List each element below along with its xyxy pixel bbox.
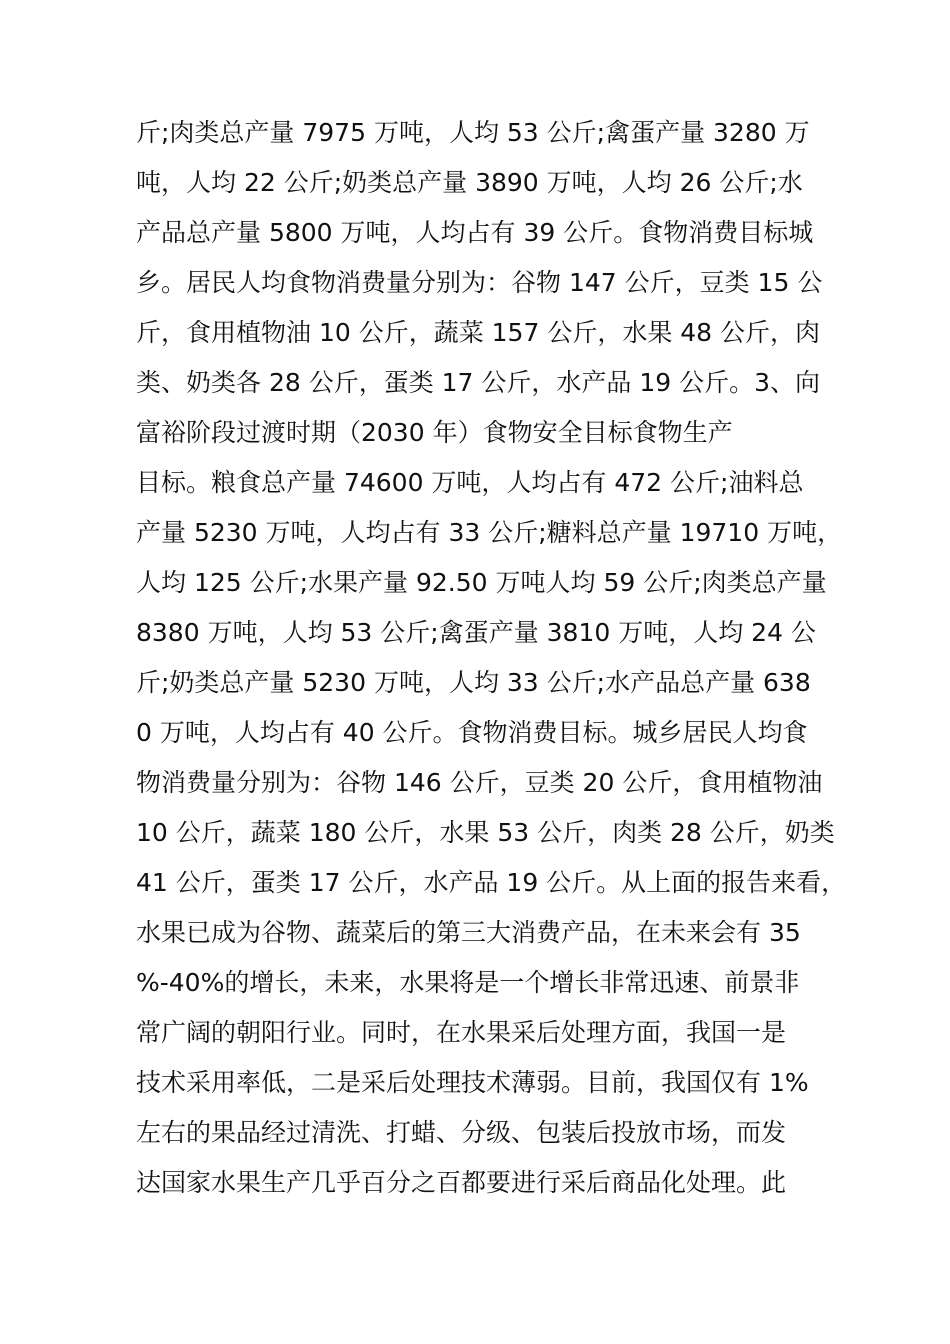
text-line: 乡。居民人均食物消费量分别为：谷物 147 公斤，豆类 15 公 (136, 268, 823, 297)
text-line: 人均 125 公斤;水果产量 92.50 万吨人均 59 公斤;肉类总产量 (136, 568, 827, 597)
text-line: 产量 5230 万吨，人均占有 33 公斤;糖料总产量 19710 万吨， (136, 518, 843, 547)
text-line: 左右的果品经过清洗、打蜡、分级、包装后投放市场，而发 (136, 1118, 787, 1147)
body-text (136, 108, 856, 1208)
text-line: 水果已成为谷物、蔬菜后的第三大消费产品，在未来会有 35 (136, 918, 801, 947)
text-line: 斤;肉类总产量 7975 万吨，人均 53 公斤;禽蛋产量 3280 万 (136, 118, 810, 147)
text-line: 产品总产量 5800 万吨，人均占有 39 公斤。食物消费目标城 (136, 218, 814, 247)
text-line: 物消费量分别为：谷物 146 公斤，豆类 20 公斤，食用植物油 (136, 768, 823, 797)
text-line: 斤;奶类总产量 5230 万吨，人均 33 公斤;水产品总产量 638 (136, 668, 811, 697)
text-line: %-40%的增长，未来，水果将是一个增长非常迅速、前景非 (136, 968, 800, 997)
text-line: 目标。粮食总产量 74600 万吨，人均占有 472 公斤;油料总 (136, 468, 804, 497)
text-line: 0 万吨，人均占有 40 公斤。食物消费目标。城乡居民人均食 (136, 718, 808, 747)
text-line: 技术采用率低，二是采后处理技术薄弱。目前，我国仅有 1% (136, 1068, 809, 1097)
text-line: 41 公斤，蛋类 17 公斤，水产品 19 公斤。从上面的报告来看， (136, 868, 847, 897)
text-line: 10 公斤，蔬菜 180 公斤，水果 53 公斤，肉类 28 公斤，奶类 (136, 818, 835, 847)
text-line: 类、奶类各 28 公斤，蛋类 17 公斤，水产品 19 公斤。3、向 (136, 368, 821, 397)
text-line: 8380 万吨，人均 53 公斤;禽蛋产量 3810 万吨，人均 24 公 (136, 618, 816, 647)
text-line: 富裕阶段过渡时期（2030 年）食物安全目标食物生产 (136, 418, 733, 447)
text-line: 常广阔的朝阳行业。同时，在水果采后处理方面，我国一是 (136, 1018, 787, 1047)
text-line: 吨，人均 22 公斤;奶类总产量 3890 万吨，人均 26 公斤;水 (136, 168, 803, 197)
text-line: 斤，食用植物油 10 公斤，蔬菜 157 公斤，水果 48 公斤，肉 (136, 318, 821, 347)
text-line: 达国家水果生产几乎百分之百都要进行采后商品化处理。此 (136, 1168, 787, 1197)
